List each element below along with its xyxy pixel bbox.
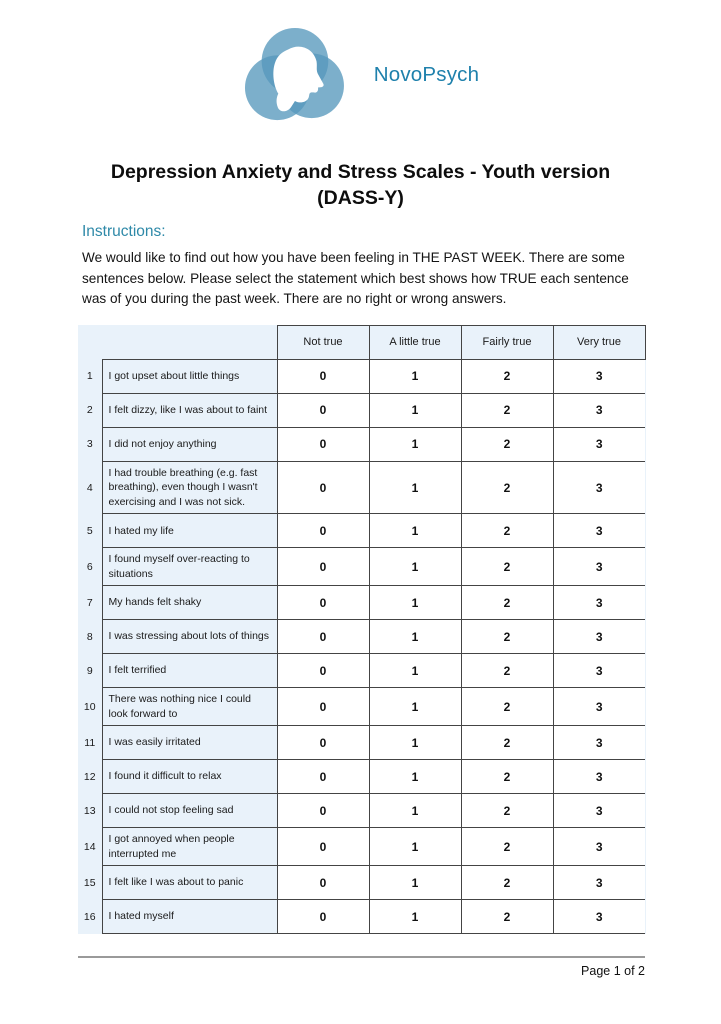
column-header-fairly-true: Fairly true (461, 325, 553, 359)
answer-option-2[interactable]: 2 (461, 794, 553, 828)
question-statement: I was stressing about lots of things (102, 620, 277, 654)
answer-option-3[interactable]: 3 (553, 828, 645, 866)
question-row (78, 359, 645, 393)
answer-option-3[interactable]: 3 (553, 393, 645, 427)
question-number: 14 (78, 828, 102, 866)
answer-option-1[interactable]: 1 (369, 514, 461, 548)
answer-option-1[interactable]: 1 (369, 427, 461, 461)
question-statement: I found myself over-reacting to situations (102, 548, 277, 586)
question-number: 3 (78, 427, 102, 461)
answer-option-2[interactable]: 2 (461, 726, 553, 760)
answer-option-1[interactable]: 1 (369, 760, 461, 794)
answer-option-2[interactable]: 2 (461, 620, 553, 654)
answer-option-3[interactable]: 3 (553, 548, 645, 586)
page-title: Depression Anxiety and Stress Scales - Youth version (DASS-Y) (110, 161, 611, 209)
answer-option-2[interactable]: 2 (461, 548, 553, 586)
question-statement: I was easily irritated (102, 726, 277, 760)
question-row (78, 726, 645, 760)
answer-option-3[interactable]: 3 (553, 900, 645, 934)
answer-option-3[interactable]: 3 (553, 726, 645, 760)
instructions-section (82, 223, 645, 308)
question-number: 15 (78, 866, 102, 900)
answer-option-3[interactable]: 3 (553, 654, 645, 688)
answer-option-3[interactable]: 3 (553, 866, 645, 900)
answer-option-0[interactable]: 0 (277, 620, 369, 654)
question-number: 6 (78, 548, 102, 586)
question-number: 10 (78, 688, 102, 726)
answer-option-2[interactable]: 2 (461, 359, 553, 393)
answer-option-1[interactable]: 1 (369, 654, 461, 688)
answer-option-1[interactable]: 1 (369, 359, 461, 393)
question-row (78, 427, 645, 461)
question-statement: There was nothing nice I could look forward to (102, 688, 277, 726)
answer-option-1[interactable]: 1 (369, 726, 461, 760)
question-row (78, 548, 645, 586)
answer-option-0[interactable]: 0 (277, 654, 369, 688)
page-footer (78, 956, 645, 978)
column-header-a-little-true: A little true (369, 325, 461, 359)
footer-divider (78, 956, 645, 958)
answer-option-2[interactable]: 2 (461, 427, 553, 461)
answer-option-0[interactable]: 0 (277, 726, 369, 760)
instructions-body: We would like to find out how you have been feeling in THE PAST WEEK. There are some sentences below. Please select the statement which best shows how TRUE each sentence was of you during the past week. There are no right or wrong answers. (82, 250, 629, 306)
question-statement: I did not enjoy anything (102, 427, 277, 461)
column-header-not-true: Not true (277, 325, 369, 359)
answer-option-2[interactable]: 2 (461, 654, 553, 688)
question-row (78, 654, 645, 688)
question-statement: I got upset about little things (102, 359, 277, 393)
answer-option-1[interactable]: 1 (369, 586, 461, 620)
question-number: 11 (78, 726, 102, 760)
answer-option-2[interactable]: 2 (461, 900, 553, 934)
question-row (78, 586, 645, 620)
table-corner-cell (78, 325, 277, 359)
question-number: 7 (78, 586, 102, 620)
table-body (78, 359, 645, 933)
answer-option-2[interactable]: 2 (461, 514, 553, 548)
answer-option-1[interactable]: 1 (369, 620, 461, 654)
answer-option-1[interactable]: 1 (369, 688, 461, 726)
answer-option-2[interactable]: 2 (461, 828, 553, 866)
question-number: 16 (78, 900, 102, 934)
question-statement: I could not stop feeling sad (102, 794, 277, 828)
question-statement: My hands felt shaky (102, 586, 277, 620)
answer-option-0[interactable]: 0 (277, 866, 369, 900)
question-number: 8 (78, 620, 102, 654)
answer-option-0[interactable]: 0 (277, 359, 369, 393)
page-number: Page 1 of 2 (581, 964, 645, 979)
answer-option-0[interactable]: 0 (277, 586, 369, 620)
answer-option-3[interactable]: 3 (553, 688, 645, 726)
question-row (78, 760, 645, 794)
answer-option-3[interactable]: 3 (553, 760, 645, 794)
answer-option-0[interactable]: 0 (277, 548, 369, 586)
question-statement: I hated my life (102, 514, 277, 548)
question-row (78, 620, 645, 654)
answer-option-0[interactable]: 0 (277, 760, 369, 794)
answer-option-0[interactable]: 0 (277, 427, 369, 461)
answer-option-0[interactable]: 0 (277, 393, 369, 427)
answer-option-3[interactable]: 3 (553, 461, 645, 513)
answer-option-1[interactable]: 1 (369, 548, 461, 586)
question-number: 9 (78, 654, 102, 688)
question-number: 4 (78, 461, 102, 513)
answer-option-3[interactable]: 3 (553, 586, 645, 620)
novopsych-logo-icon (242, 26, 344, 124)
answer-option-0[interactable]: 0 (277, 688, 369, 726)
question-row (78, 393, 645, 427)
answer-option-2[interactable]: 2 (461, 461, 553, 513)
answer-option-1[interactable]: 1 (369, 866, 461, 900)
question-row (78, 688, 645, 726)
question-statement: I found it difficult to relax (102, 760, 277, 794)
question-row (78, 866, 645, 900)
answer-option-2[interactable]: 2 (461, 688, 553, 726)
question-row (78, 514, 645, 548)
question-row (78, 828, 645, 866)
questionnaire-table (78, 325, 646, 934)
answer-option-0[interactable]: 0 (277, 461, 369, 513)
answer-option-3[interactable]: 3 (553, 794, 645, 828)
question-number: 13 (78, 794, 102, 828)
question-statement: I hated myself (102, 900, 277, 934)
answer-option-0[interactable]: 0 (277, 828, 369, 866)
question-row (78, 461, 645, 513)
question-number: 1 (78, 359, 102, 393)
answer-option-1[interactable]: 1 (369, 393, 461, 427)
question-number: 12 (78, 760, 102, 794)
answer-option-3[interactable]: 3 (553, 620, 645, 654)
question-number: 2 (78, 393, 102, 427)
answer-option-0[interactable]: 0 (277, 514, 369, 548)
question-row (78, 794, 645, 828)
question-statement: I got annoyed when people interrupted me (102, 828, 277, 866)
instructions-heading: Instructions: (82, 223, 166, 241)
answer-option-1[interactable]: 1 (369, 828, 461, 866)
answer-option-2[interactable]: 2 (461, 393, 553, 427)
answer-option-2[interactable]: 2 (461, 866, 553, 900)
answer-option-1[interactable]: 1 (369, 900, 461, 934)
answer-option-3[interactable]: 3 (553, 514, 645, 548)
answer-option-2[interactable]: 2 (461, 760, 553, 794)
brand-name: NovoPsych (373, 63, 480, 86)
answer-option-1[interactable]: 1 (369, 461, 461, 513)
question-statement: I had trouble breathing (e.g. fast breathing), even though I wasn't exercising and I was not sick. (102, 461, 277, 513)
column-header-very-true: Very true (553, 325, 645, 359)
answer-option-3[interactable]: 3 (553, 359, 645, 393)
answer-option-1[interactable]: 1 (369, 794, 461, 828)
answer-option-0[interactable]: 0 (277, 900, 369, 934)
logo (0, 26, 721, 124)
question-row (78, 900, 645, 934)
question-statement: I felt terrified (102, 654, 277, 688)
answer-option-2[interactable]: 2 (461, 586, 553, 620)
answer-option-0[interactable]: 0 (277, 794, 369, 828)
answer-option-3[interactable]: 3 (553, 427, 645, 461)
table-header-row (78, 325, 645, 359)
question-number: 5 (78, 514, 102, 548)
question-statement: I felt dizzy, like I was about to faint (102, 393, 277, 427)
question-statement: I felt like I was about to panic (102, 866, 277, 900)
